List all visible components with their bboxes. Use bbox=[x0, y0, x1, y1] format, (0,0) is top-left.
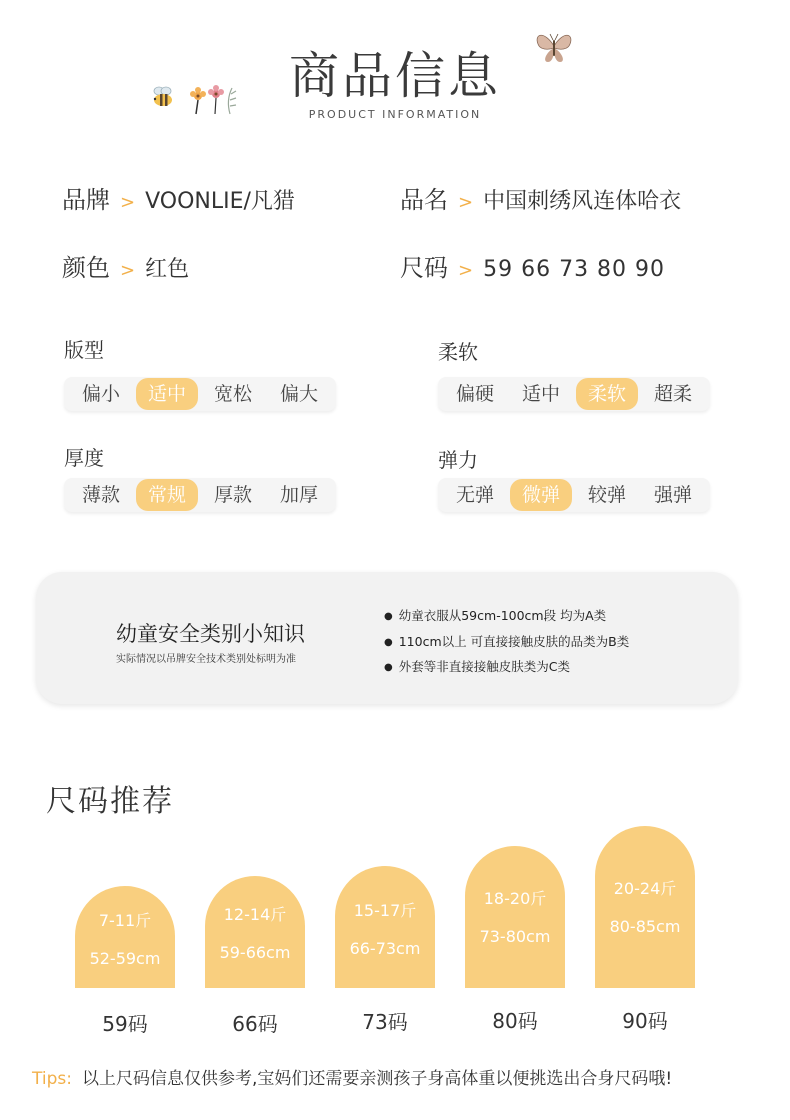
attr-option[interactable]: 适中 bbox=[136, 378, 198, 410]
info-color-key: 颜色 bbox=[62, 254, 110, 282]
attr-option[interactable]: 偏硬 bbox=[456, 383, 495, 405]
attr-label-fit: 版型 bbox=[64, 338, 104, 362]
attr-bar-fit bbox=[64, 377, 336, 411]
size-weight: 15-17斤 bbox=[353, 901, 417, 920]
size-recommend-title: 尺码推荐 bbox=[46, 784, 174, 819]
attr-option[interactable]: 微弹 bbox=[510, 479, 572, 511]
attr-bar-softness bbox=[438, 377, 710, 411]
page-title: 商品信息 bbox=[289, 47, 501, 105]
info-arrow: > bbox=[458, 260, 474, 281]
attr-bar-thickness bbox=[64, 478, 336, 512]
size-height: 52-59cm bbox=[89, 949, 161, 968]
size-weight: 20-24斤 bbox=[613, 879, 677, 898]
size-weight: 12-14斤 bbox=[223, 905, 287, 924]
info-brand-value: VOONLIE/凡猎 bbox=[145, 189, 295, 214]
size-height: 59-66cm bbox=[219, 943, 291, 962]
info-color-value: 红色 bbox=[145, 257, 190, 282]
attr-option[interactable]: 适中 bbox=[521, 383, 560, 405]
safety-bullet: ● 外套等非直接接触皮肤类为C类 bbox=[384, 657, 570, 675]
info-arrow: > bbox=[120, 192, 136, 213]
attr-label-thickness: 厚度 bbox=[64, 446, 104, 470]
safety-bullet: ● 幼童衣服从59cm-100cm段 均为A类 bbox=[384, 606, 606, 624]
attr-label-softness: 柔软 bbox=[438, 340, 478, 364]
size-card-66 bbox=[205, 876, 305, 988]
safety-knowledge-subtitle: 实际情况以吊牌安全技术类别处标明为准 bbox=[116, 654, 296, 665]
attr-option[interactable]: 强弹 bbox=[653, 484, 692, 506]
info-brand-key: 品牌 bbox=[62, 186, 110, 214]
info-size-key: 尺码 bbox=[400, 254, 448, 282]
attr-option[interactable]: 超柔 bbox=[653, 383, 692, 405]
info-brand bbox=[62, 180, 295, 215]
attr-option[interactable]: 薄款 bbox=[82, 484, 121, 506]
info-size-value: 59 66 73 80 90 bbox=[483, 257, 666, 282]
size-weight: 7-11斤 bbox=[98, 911, 152, 930]
attr-option[interactable]: 柔软 bbox=[576, 378, 638, 410]
tips bbox=[32, 1064, 672, 1089]
size-height: 73-80cm bbox=[479, 927, 551, 946]
attr-option[interactable]: 厚款 bbox=[213, 484, 252, 506]
tips-text: 以上尺码信息仅供参考,宝妈们还需要亲测孩子身高体重以便挑选出合身尺码哦! bbox=[81, 1069, 673, 1089]
attr-option[interactable]: 常规 bbox=[136, 479, 198, 511]
size-label: 90码 bbox=[622, 1009, 668, 1033]
size-label: 80码 bbox=[492, 1009, 538, 1033]
size-label: 66码 bbox=[232, 1012, 278, 1036]
safety-knowledge-title: 幼童安全类别小知识 bbox=[116, 622, 305, 646]
info-name-value: 中国刺绣风连体哈衣 bbox=[483, 189, 682, 214]
tips-key: Tips: bbox=[32, 1069, 72, 1089]
info-size bbox=[400, 248, 665, 283]
size-label: 73码 bbox=[362, 1010, 408, 1034]
attr-option[interactable]: 宽松 bbox=[213, 383, 252, 405]
attr-option[interactable]: 较弹 bbox=[587, 484, 626, 506]
info-name bbox=[400, 180, 681, 215]
size-card-59 bbox=[75, 886, 175, 988]
info-arrow: > bbox=[120, 260, 136, 281]
size-height: 66-73cm bbox=[349, 939, 421, 958]
attr-option[interactable]: 偏大 bbox=[279, 383, 318, 405]
page-subtitle: PRODUCT INFORMATION bbox=[308, 108, 482, 121]
attr-label-elasticity: 弹力 bbox=[438, 448, 478, 472]
size-height: 80-85cm bbox=[609, 917, 681, 936]
safety-bullet: ● 110cm以上 可直接接触皮肤的品类为B类 bbox=[384, 632, 629, 650]
size-card-90 bbox=[595, 826, 695, 988]
size-card-73 bbox=[335, 866, 435, 988]
attr-bar-elasticity bbox=[438, 478, 710, 512]
info-name-key: 品名 bbox=[400, 186, 448, 214]
size-card-80 bbox=[465, 846, 565, 988]
attr-option[interactable]: 加厚 bbox=[279, 484, 318, 506]
attr-option[interactable]: 无弹 bbox=[456, 484, 495, 506]
info-arrow: > bbox=[458, 192, 474, 213]
size-label: 59码 bbox=[102, 1012, 148, 1036]
info-color bbox=[62, 248, 189, 283]
size-weight: 18-20斤 bbox=[483, 889, 547, 908]
attr-option[interactable]: 偏小 bbox=[82, 383, 121, 405]
